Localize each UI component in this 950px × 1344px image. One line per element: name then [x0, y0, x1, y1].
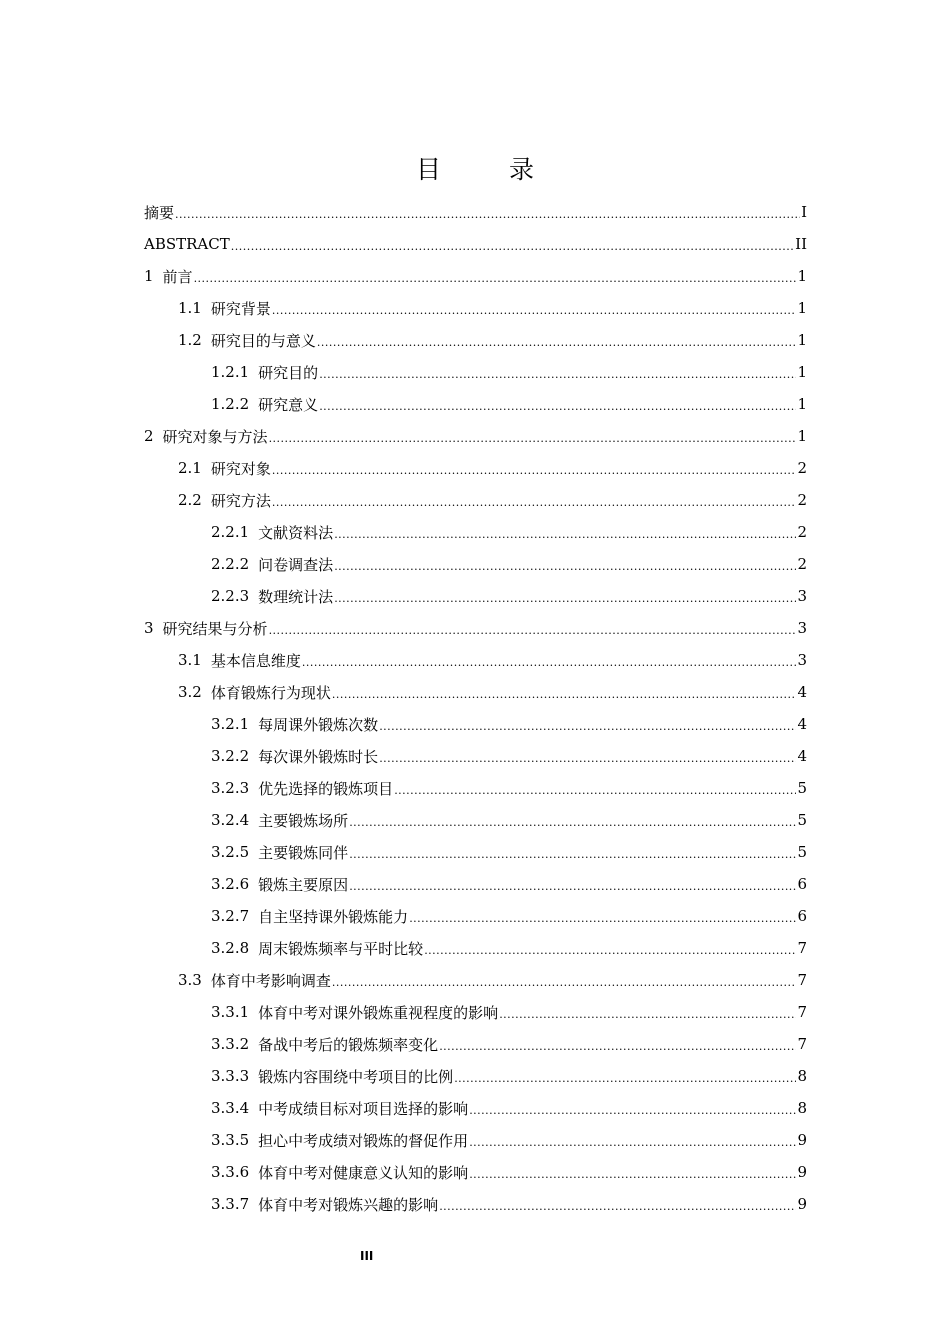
dot-leader [379, 752, 796, 765]
toc-entry-title: 自主坚持课外锻炼能力 [258, 907, 409, 926]
toc-entry-page: 6 [797, 907, 807, 925]
dot-leader [175, 208, 800, 221]
toc-entry-number: 3 [144, 619, 154, 637]
toc-entry-page: 9 [797, 1131, 807, 1149]
dot-leader [319, 368, 796, 381]
toc-entry[interactable] [144, 868, 807, 900]
toc-entry-title: 担心中考成绩对锻炼的督促作用 [258, 1131, 469, 1150]
toc-entry-title: 锻炼主要原因 [258, 875, 349, 894]
toc-entry-title: 主要锻炼同伴 [258, 843, 349, 862]
toc-entry[interactable] [144, 612, 807, 644]
toc-entry-title: 基本信息维度 [210, 651, 301, 670]
dot-leader [319, 400, 796, 413]
toc-entry[interactable] [144, 452, 807, 484]
toc-entry[interactable] [144, 996, 807, 1028]
toc-entry[interactable] [144, 356, 807, 388]
dot-leader [332, 688, 797, 701]
toc-entry-number: 3.2.3 [211, 779, 250, 797]
toc-entry[interactable] [144, 1092, 807, 1124]
toc-entry-page: 1 [797, 395, 807, 413]
toc-entry-number: 3.2.7 [211, 907, 250, 925]
toc-entry[interactable] [144, 292, 807, 324]
toc-entry-number: 3.3.5 [211, 1131, 250, 1149]
toc-entry-page: 1 [797, 331, 807, 349]
toc-entry-number: 1.2 [178, 331, 202, 349]
toc-entry-title: 每周课外锻炼次数 [258, 715, 379, 734]
toc-entry[interactable] [144, 196, 807, 228]
dot-leader [231, 240, 794, 253]
toc-entry-number: 3.3 [178, 971, 202, 989]
dot-leader [269, 432, 797, 445]
toc-entry-number: 1.2.2 [211, 395, 250, 413]
toc-entry-number: 2.2.1 [211, 523, 250, 541]
dot-leader [409, 912, 796, 925]
toc-entry-number: 2.1 [178, 459, 202, 477]
dot-leader [334, 560, 796, 573]
toc-entry-title: ABSTRACT [144, 235, 230, 253]
toc-entry-page: I [801, 203, 807, 221]
toc-entry-number: 3.3.2 [211, 1035, 250, 1053]
toc-entry[interactable] [144, 836, 807, 868]
toc-entry-title: 备战中考后的锻炼频率变化 [258, 1035, 439, 1054]
toc-entry-page: 7 [797, 971, 807, 989]
dot-leader [272, 304, 797, 317]
toc-entry-title: 问卷调查法 [258, 555, 334, 574]
toc-entry-title: 前言 [162, 267, 193, 286]
dot-leader [349, 848, 796, 861]
toc-entry-number: 1.1 [178, 299, 202, 317]
toc-entry-title: 周末锻炼频率与平时比较 [258, 939, 424, 958]
toc-entry-page: 1 [797, 427, 807, 445]
dot-leader [469, 1136, 796, 1149]
toc-entry[interactable] [144, 772, 807, 804]
toc-entry-title: 每次课外锻炼时长 [258, 747, 379, 766]
toc-entry[interactable] [144, 900, 807, 932]
toc-entry-title: 研究目的与意义 [210, 331, 316, 350]
toc-entry-page: 3 [797, 651, 807, 669]
dot-leader [272, 496, 797, 509]
toc-entry-number: 3.3.3 [211, 1067, 250, 1085]
toc-entry-number: 3.3.7 [211, 1195, 250, 1213]
toc-entry[interactable] [144, 388, 807, 420]
dot-leader [317, 336, 797, 349]
dot-leader [302, 656, 797, 669]
toc-entry-title: 研究背景 [210, 299, 271, 318]
toc-entry-title: 优先选择的锻炼项目 [258, 779, 394, 798]
toc-entry-page: 9 [797, 1195, 807, 1213]
toc-entry[interactable] [144, 964, 807, 996]
toc-entry-number: 3.3.6 [211, 1163, 250, 1181]
dot-leader [349, 816, 796, 829]
toc-entry-page: 1 [797, 267, 807, 285]
toc-entry[interactable] [144, 708, 807, 740]
toc-entry-number: 3.3.1 [211, 1003, 250, 1021]
dot-leader [272, 464, 797, 477]
toc-entry-page: 7 [797, 1035, 807, 1053]
toc-entry[interactable] [144, 420, 807, 452]
toc-entry-page: 1 [797, 299, 807, 317]
toc-entry-title: 数理统计法 [258, 587, 334, 606]
toc-entry-title: 中考成绩目标对项目选择的影响 [258, 1099, 469, 1118]
toc-entry-number: 2.2.2 [211, 555, 250, 573]
toc-entry-title: 研究结果与分析 [162, 619, 268, 638]
toc-entry-page: 9 [797, 1163, 807, 1181]
toc-entry[interactable] [144, 932, 807, 964]
toc-entry-number: 1.2.1 [211, 363, 250, 381]
toc-entry-page: 7 [797, 939, 807, 957]
toc-entry-title: 文献资料法 [258, 523, 334, 542]
dot-leader [332, 976, 797, 989]
toc-entry[interactable] [144, 548, 807, 580]
dot-leader [469, 1168, 796, 1181]
toc-entry-title: 体育锻炼行为现状 [210, 683, 331, 702]
toc-entry-page: II [795, 235, 807, 253]
toc-entry-page: 2 [797, 555, 807, 573]
dot-leader [439, 1200, 796, 1213]
toc-entry-page: 3 [797, 619, 807, 637]
toc-entry-number: 3.2.8 [211, 939, 250, 957]
footer-page-number: III [360, 1249, 374, 1263]
toc-entry[interactable] [144, 324, 807, 356]
toc-entry-title: 研究对象与方法 [162, 427, 268, 446]
toc-entry-title: 体育中考对课外锻炼重视程度的影响 [258, 1003, 499, 1022]
dot-leader [454, 1072, 796, 1085]
toc-entry-number: 3.2 [178, 683, 202, 701]
toc-entry-page: 3 [797, 587, 807, 605]
toc-entry-number: 3.2.6 [211, 875, 250, 893]
toc-entry-page: 5 [797, 779, 807, 797]
toc-entry-title: 体育中考对健康意义认知的影响 [258, 1163, 469, 1182]
toc-entry-page: 6 [797, 875, 807, 893]
toc-entry-page: 1 [797, 363, 807, 381]
toc-entry-page: 4 [797, 747, 807, 765]
toc-entry-number: 3.2.2 [211, 747, 250, 765]
toc-entry-title: 研究意义 [258, 395, 319, 414]
toc-entry-number: 2.2 [178, 491, 202, 509]
dot-leader [334, 528, 796, 541]
toc-entry-title: 锻炼内容围绕中考项目的比例 [258, 1067, 454, 1086]
toc-entry-page: 2 [797, 491, 807, 509]
dot-leader [334, 592, 796, 605]
dot-leader [439, 1040, 796, 1053]
toc-entry-page: 4 [797, 683, 807, 701]
toc-entry[interactable] [144, 580, 807, 612]
toc-entry-title: 摘要 [144, 203, 175, 222]
toc-entry-number: 3.3.4 [211, 1099, 250, 1117]
toc-entry[interactable] [144, 804, 807, 836]
toc-entry-title: 研究目的 [258, 363, 319, 382]
dot-leader [424, 944, 796, 957]
toc-entry-page: 2 [797, 459, 807, 477]
dot-leader [379, 720, 796, 733]
toc-entry-number: 3.1 [178, 651, 202, 669]
toc-entry-number: 2.2.3 [211, 587, 250, 605]
toc-entry-title: 体育中考对锻炼兴趣的影响 [258, 1195, 439, 1214]
page-title: 目 录 [416, 155, 564, 184]
toc-entry[interactable] [144, 516, 807, 548]
toc-entry[interactable] [144, 644, 807, 676]
toc-entry-page: 8 [797, 1067, 807, 1085]
toc-entry-title: 研究方法 [210, 491, 271, 510]
toc-entry-title: 体育中考影响调查 [210, 971, 331, 990]
toc-entry-page: 5 [797, 843, 807, 861]
toc-entry-page: 5 [797, 811, 807, 829]
dot-leader [394, 784, 796, 797]
toc-entry-page: 8 [797, 1099, 807, 1117]
toc-entry-page: 4 [797, 715, 807, 733]
toc-entry[interactable] [144, 1156, 807, 1188]
table-of-contents [144, 196, 807, 1220]
toc-entry-number: 3.2.1 [211, 715, 250, 733]
toc-entry[interactable] [144, 1188, 807, 1220]
toc-entry[interactable] [144, 228, 807, 260]
dot-leader [499, 1008, 796, 1021]
toc-entry[interactable] [144, 1060, 807, 1092]
toc-entry[interactable] [144, 1028, 807, 1060]
toc-entry[interactable] [144, 676, 807, 708]
dot-leader [469, 1104, 796, 1117]
toc-entry[interactable] [144, 740, 807, 772]
toc-entry[interactable] [144, 260, 807, 292]
toc-entry-number: 3.2.5 [211, 843, 250, 861]
dot-leader [194, 272, 797, 285]
toc-entry-title: 研究对象 [210, 459, 271, 478]
dot-leader [269, 624, 797, 637]
toc-entry[interactable] [144, 1124, 807, 1156]
dot-leader [349, 880, 796, 893]
toc-entry-page: 7 [797, 1003, 807, 1021]
toc-entry-number: 2 [144, 427, 154, 445]
toc-entry-page: 2 [797, 523, 807, 541]
toc-entry-number: 3.2.4 [211, 811, 250, 829]
toc-entry-number: 1 [144, 267, 154, 285]
toc-entry-title: 主要锻炼场所 [258, 811, 349, 830]
toc-entry[interactable] [144, 484, 807, 516]
